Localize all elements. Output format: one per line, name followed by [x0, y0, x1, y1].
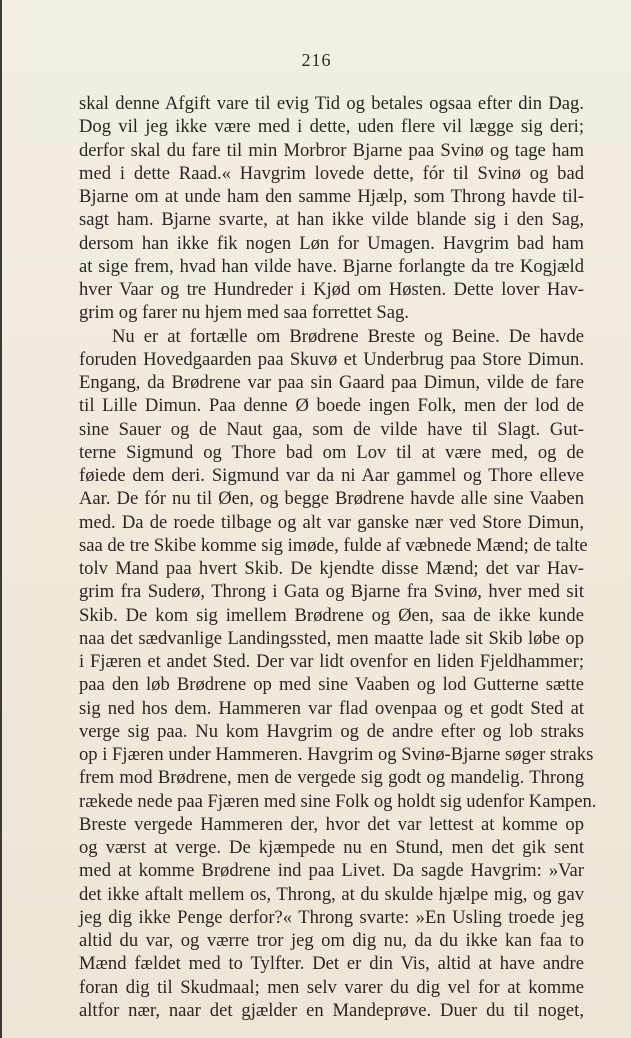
text-line: foran dig til Skudmaal; men selv varer du dig vel for at komme: [79, 976, 584, 998]
text-line: sig ned hos dem. Hammeren var flad ovenpaa og et godt Sted at: [79, 697, 584, 719]
text-line: altid du var, og værre tror jeg om dig nu, da du ikke kan faa to: [79, 930, 584, 951]
text-line: med at komme Brødrene ind paa Livet. Da sagde Havgrim: »Var: [79, 860, 584, 882]
text-line: grim og farer nu hjem med saa forrettet Sag.: [79, 302, 409, 324]
text-line: frem mod Brødrene, men de vergede sig godt og mandelig. Throng: [79, 767, 584, 789]
text-line: at sige frem, hvad han vilde have. Bjarne forlangte da tre Kogjæld: [79, 255, 584, 277]
text-line: hver Vaar og tre Hundreder i Kjød om Høsten. Dette lover Hav-: [79, 279, 584, 300]
text-line: paa den løb Brødrene op med sine Vaaben og lod Gutterne sætte: [79, 674, 584, 696]
text-line: naa det sædvanlige Landingssted, men maatte lade sit Skib løbe op: [79, 627, 584, 649]
text-line: verge sig paa. Nu kom Havgrim og de andre efter og lob straks: [79, 720, 584, 742]
text-line: op i Fjæren under Hammeren. Havgrim og Svinø-Bjarne søger straks: [79, 744, 594, 765]
text-line: det ikke aftalt mellem os, Throng, at du skulde hjælpe mig, og gav: [79, 883, 584, 905]
text-line: tolv Mand paa hvert Skib. De kjendte disse Mænd; det var Hav-: [79, 558, 584, 579]
text-line: jeg dig ikke Penge derfor?« Throng svarte: »En Usling troede jeg: [79, 906, 584, 928]
text-line: Skib. De kom sig imellem Brødrene og Øen, saa de ikke kunde: [79, 604, 584, 626]
text-line: Nu er at fortælle om Brødrene Breste og Beine. De havde: [112, 325, 584, 347]
text-line: Breste vergede Hammeren der, hvor det var lettest at komme op: [79, 813, 584, 835]
text-line: Mænd fældet med to Tylfter. Det er din Vis, altid at have andre: [79, 953, 584, 975]
text-line: Engang, da Brødrene var paa sin Gaard paa Dimun, vilde de fare: [79, 372, 584, 393]
text-line: terne Sigmund og Thore bad om Lov til at være med, og de: [79, 441, 584, 463]
text-line: føiede dem deri. Sigmund var da ni Aar gammel og Thore elleve: [79, 465, 584, 486]
text-line: og værst at verge. De kjæmpede nu en Stund, men det gik sent: [79, 837, 584, 858]
text-line: sagt ham. Bjarne svarte, at han ikke vilde blande sig i den Sag,: [79, 209, 584, 231]
text-line: med. Da de roede tilbage og alt var ganske nær ved Store Dimun,: [79, 511, 584, 533]
text-line: sine Sauer og de Naut gaa, som de vilde have til Slagt. Gut-: [79, 418, 584, 440]
text-line: Aar. De fór nu til Øen, og begge Brødrene havde alle sine Vaaben: [79, 488, 584, 510]
text-line: rækede nede paa Fjæren med sine Folk og holdt sig udenfor Kampen.: [79, 790, 597, 812]
page-body-text: [79, 92, 597, 1022]
text-line: skal denne Afgift vare til evig Tid og betales ogsaa efter din Dag.: [79, 93, 584, 114]
text-line: altfor nær, naar det gjælder en Mandeprøve. Duer du til noget,: [79, 999, 584, 1021]
text-line: med i dette Raad.« Havgrim lovede dette, fór til Svinø og bad: [79, 162, 584, 184]
text-line: derfor skal du fare til min Morbror Bjarne paa Svinø og tage ham: [79, 139, 584, 161]
text-line: til Lille Dimun. Paa denne Ø boede ingen Folk, men der lod de: [79, 395, 584, 417]
text-line: grim fra Suderø, Throng i Gata og Bjarne fra Svinø, hver med sit: [79, 581, 584, 603]
page-number: 216: [301, 50, 332, 70]
text-line: saa de tre Skibe komme sig imøde, fulde af væbnede Mænd; de talte: [79, 534, 588, 556]
text-line: Dog vil jeg ikke være med i dette, uden flere vil lægge sig deri;: [79, 116, 584, 138]
text-line: i Fjæren et andet Sted. Der var lidt ovenfor en liden Fjeldhammer;: [79, 651, 584, 672]
text-line: foruden Hovedgaarden paa Skuvø et Underbrug paa Store Dimun.: [79, 348, 584, 370]
text-line: dersom han ikke fik nogen Løn for Umagen. Havgrim bad ham: [79, 232, 584, 254]
text-line: Bjarne om at unde ham den samme Hjælp, som Throng havde til-: [79, 186, 584, 207]
